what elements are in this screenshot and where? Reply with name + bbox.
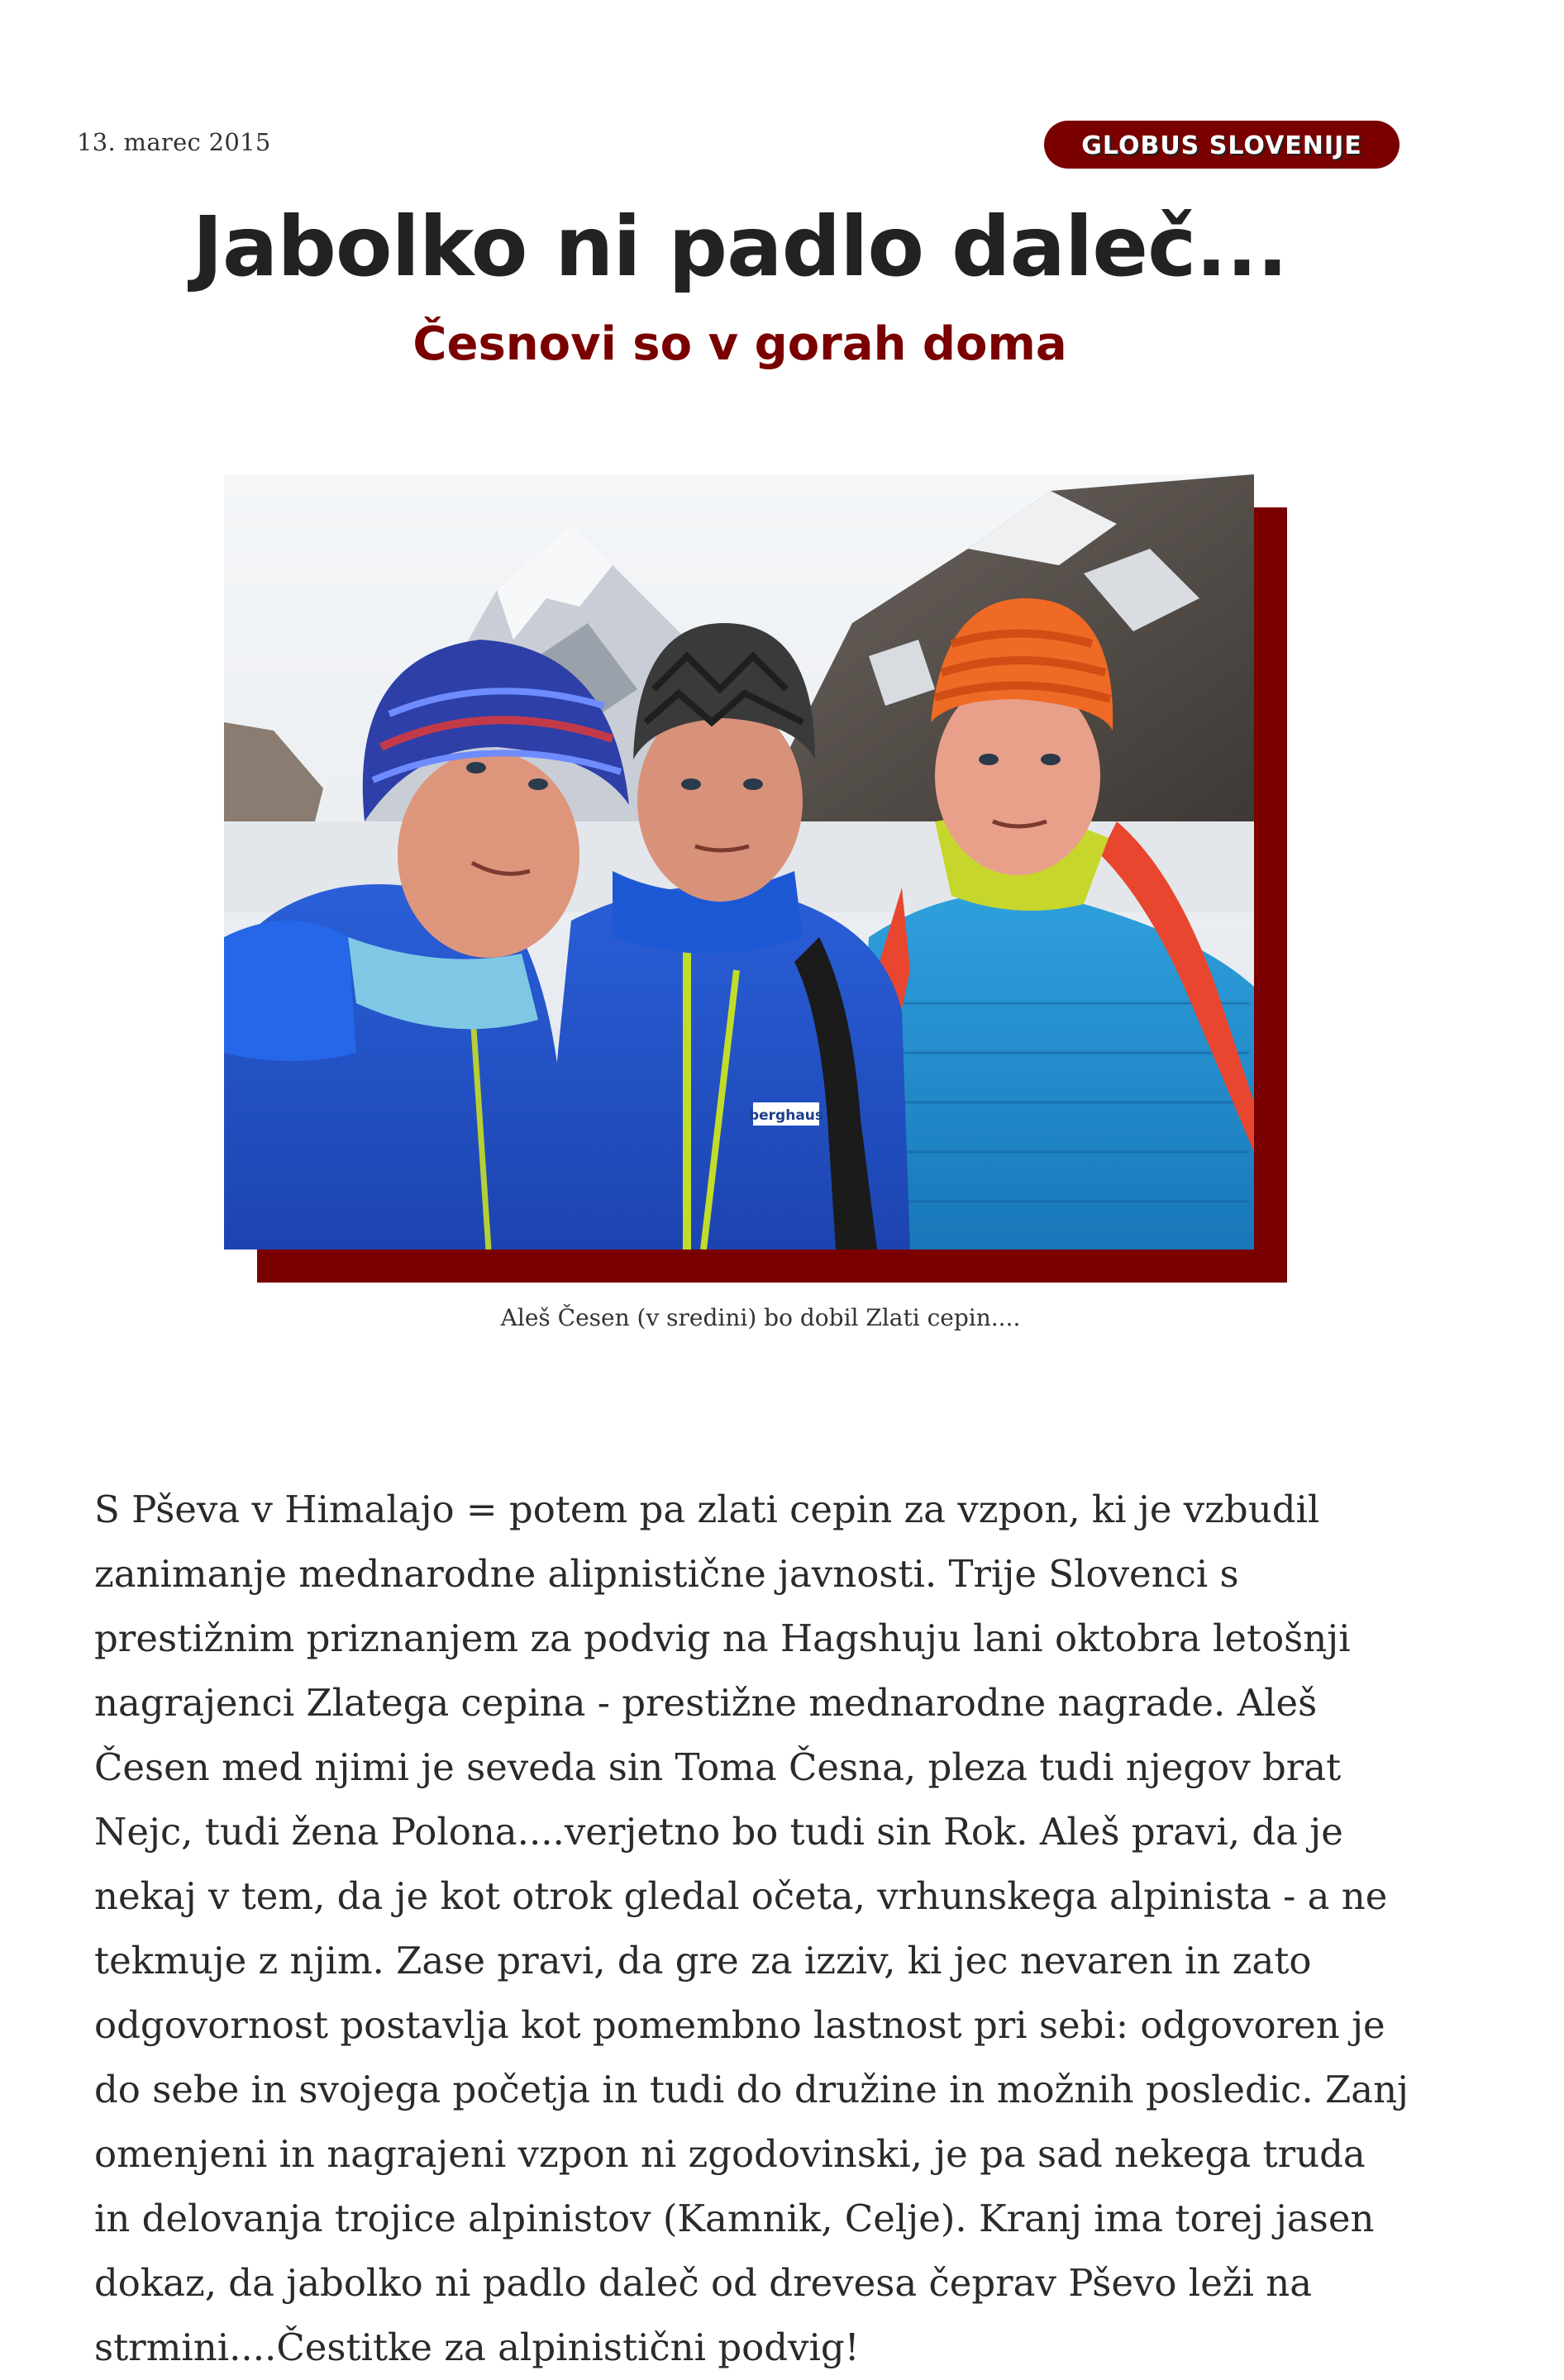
article-body: S Pševa v Himalajo = potem pa zlati cepin za vzpon, ki je vzbudil zanimanje mednarodne alipnistične javnosti. Trije Slovenci s prestižnim priznanjem za podvig na Hagshuju lani oktobra letošnji nagrajenci Zlatega cepina - prestižne mednarodne nagrade. Aleš Česen med njimi je seveda sin Toma Česna, pleza tudi njegov brat Nejc, tudi žena Polona....verjetno bo tudi sin Rok. Aleš pravi, da je nekaj v tem, da je kot otrok gledal očeta, vrhunskega alpinista - a ne tekmuje z njim. Zase pravi, da gre za izziv, ki jec nevaren in zato odgovornost postavlja kot pomembno lastnost pri sebi: odgovoren je do sebe in svojega početja in tudi do družine in možnih posledic. Zanj omenjeni in nagrajeni vzpon ni zgodovinski, je pa sad nekega truda in delovanja trojice alpinistov (Kamnik, Celje). Kranj ima torej jasen dokaz, da jabolko ni padlo daleč od drevesa čeprav Pševo leži na strmini....Čestitke za alpinistični podvig! — [94, 1488, 1409, 2369]
article-photo — [224, 474, 1254, 1250]
three-climbers-illustration — [224, 474, 1254, 1250]
headline: Jabolko ni padlo daleč... — [192, 198, 1288, 295]
source-badge[interactable]: GLOBUS SLOVENIJE — [1044, 121, 1399, 169]
article-date: 13. marec 2015 — [77, 128, 271, 156]
photo-caption: Aleš Česen (v sredini) bo dobil Zlati cepin.... — [500, 1304, 1021, 1331]
subheadline: Česnovi so v gorah doma — [412, 317, 1067, 371]
jacket-brand-text: berghaus — [748, 1107, 824, 1124]
